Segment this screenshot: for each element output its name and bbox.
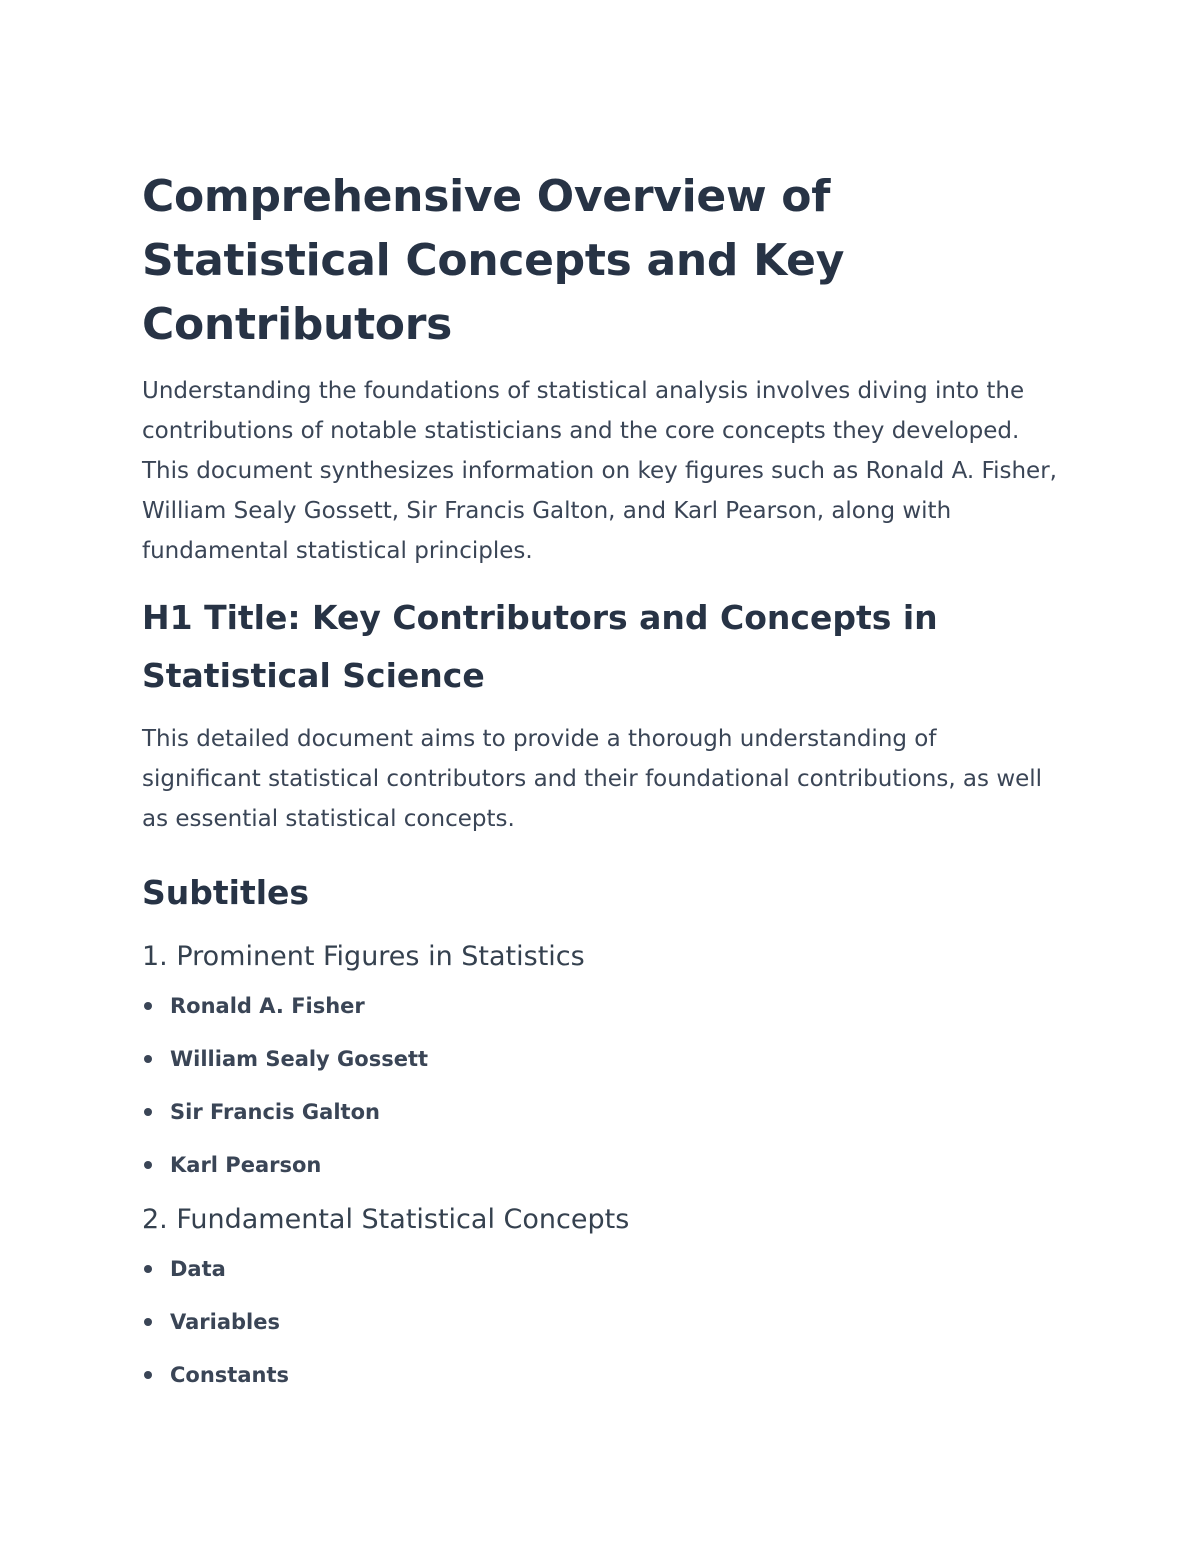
summary-paragraph: This detailed document aims to provide a thorough understanding of significant statistical contributors and their foundational contributions, as well as essential statistical concepts.: [142, 726, 1043, 832]
bullet-icon: [144, 1265, 152, 1273]
list-item: [142, 1307, 1057, 1337]
list-item: [142, 1097, 1057, 1127]
bullet-icon: [144, 1002, 152, 1010]
list-item-label: Sir Francis Galton: [170, 1100, 380, 1124]
list-item-label: Variables: [170, 1310, 280, 1334]
figures-list: [142, 991, 1057, 1180]
list-item: [142, 1360, 1057, 1390]
subtitles-heading: Subtitles: [142, 873, 310, 912]
list-item: [142, 1044, 1057, 1074]
section-heading-concepts: 2. Fundamental Statistical Concepts: [142, 1204, 630, 1235]
bullet-icon: [144, 1161, 152, 1169]
list-item-label: Constants: [170, 1363, 289, 1387]
bullet-icon: [144, 1318, 152, 1326]
h1-title-heading: H1 Title: Key Contributors and Concepts in Statistical Science: [142, 598, 938, 695]
list-item: [142, 1254, 1057, 1284]
bullet-icon: [144, 1108, 152, 1116]
document-title: Comprehensive Overview of Statistical Concepts and Key Contributors: [142, 171, 845, 350]
list-item: [142, 1150, 1057, 1180]
document-page: [142, 165, 1057, 1390]
bullet-icon: [144, 1371, 152, 1379]
list-item-label: Ronald A. Fisher: [170, 994, 365, 1018]
list-item-label: William Sealy Gossett: [170, 1047, 429, 1071]
list-item: [142, 991, 1057, 1021]
section-heading-figures: 1. Prominent Figures in Statistics: [142, 941, 585, 972]
concepts-list: [142, 1254, 1057, 1390]
list-item-label: Data: [170, 1257, 226, 1281]
list-item-label: Karl Pearson: [170, 1153, 322, 1177]
intro-paragraph: Understanding the foundations of statistical analysis involves diving into the contributions of notable statisticians and the core concepts they developed. This document synthesizes information on key figures such as Ronald A. Fisher, William Sealy Gossett, Sir Francis Galton, and Karl Pearson, along with fundamental statistical principles.: [142, 378, 1057, 564]
bullet-icon: [144, 1055, 152, 1063]
